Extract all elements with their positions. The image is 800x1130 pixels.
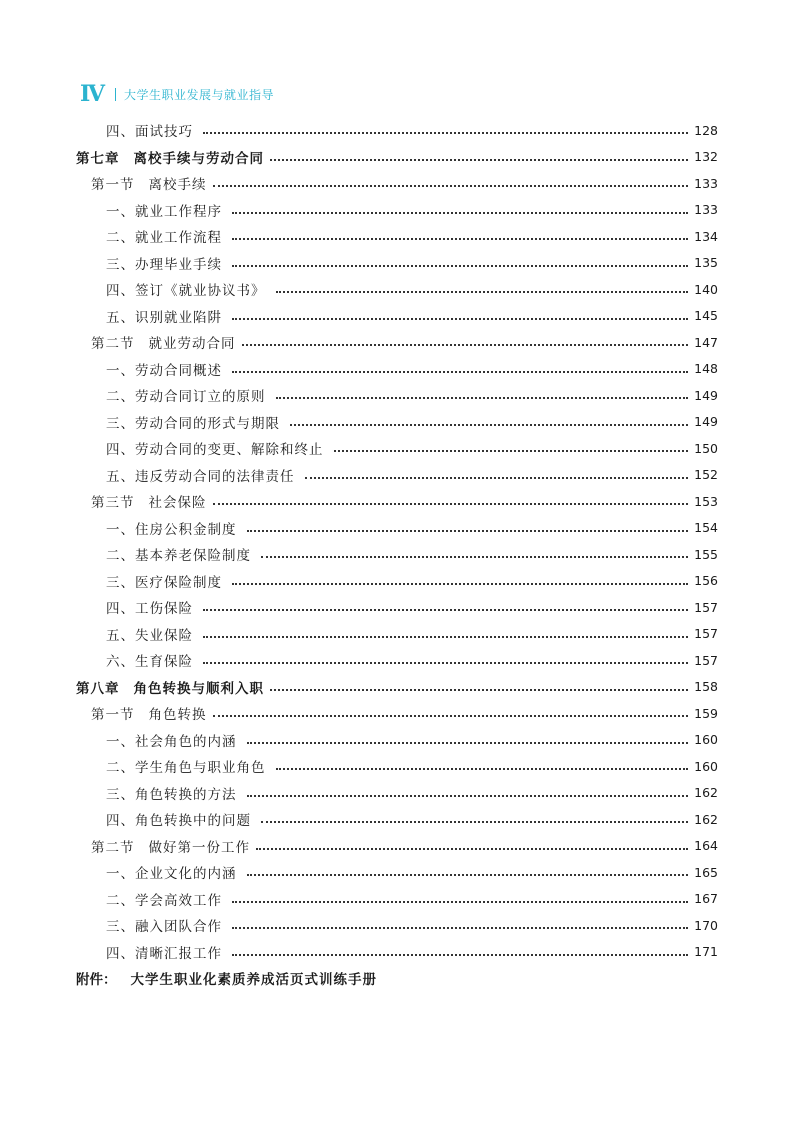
toc-entry-label: 二、就业工作流程 [106, 230, 222, 247]
toc-entry-number: 第八章 [76, 680, 120, 697]
toc-entry-title [91, 836, 250, 856]
toc-entry-label: 四、角色转换中的问题 [106, 813, 251, 830]
toc-entry-label: 一、企业文化的内涵 [106, 866, 237, 883]
toc-entry-label: 三、医疗保险制度 [106, 574, 222, 591]
running-header [80, 82, 274, 106]
toc-item [76, 515, 718, 542]
dot-leader [276, 384, 689, 400]
toc-entry-label: 四、面试技巧 [106, 124, 193, 141]
toc-item [76, 382, 718, 409]
toc-section [76, 700, 718, 727]
dot-leader [213, 702, 689, 718]
toc-entry-label: 三、融入团队合作 [106, 919, 222, 936]
toc-page-number: 150 [694, 440, 718, 456]
toc-entry-number: 第二节 [91, 839, 135, 856]
toc-entry-label: 三、角色转换的方法 [106, 786, 237, 803]
toc-entry-label: 四、工伤保险 [106, 601, 193, 618]
toc-entry-label: 二、劳动合同订立的原则 [106, 389, 266, 406]
toc-section [76, 329, 718, 356]
toc-page-number: 156 [694, 573, 718, 589]
toc-chapter [76, 144, 718, 171]
toc-entry-label: 离校手续 [148, 177, 207, 194]
toc-entry-title [106, 571, 222, 591]
toc-item [76, 541, 718, 568]
dot-leader [261, 543, 688, 559]
toc-entry-label: 一、社会角色的内涵 [106, 733, 237, 750]
toc-entry-title [91, 703, 207, 723]
toc-entry-title [106, 385, 266, 405]
toc-entry-title [106, 253, 222, 273]
toc-entry-title [76, 677, 264, 697]
toc-item [76, 780, 718, 807]
toc-entry-title [106, 597, 193, 617]
dot-leader [276, 755, 689, 771]
toc-entry-label: 五、识别就业陷阱 [106, 309, 222, 326]
toc-item [76, 197, 718, 224]
toc-entry-number: 第一节 [91, 707, 135, 724]
toc-item [76, 409, 718, 436]
toc-entry-title [76, 147, 264, 167]
toc-page-number: 140 [694, 281, 718, 297]
toc-entry-label: 五、违反劳动合同的法律责任 [106, 468, 295, 485]
toc-item [76, 753, 718, 780]
toc-section [76, 170, 718, 197]
toc-page-number: 145 [694, 308, 718, 324]
dot-leader [213, 172, 689, 188]
toc-page-number: 170 [694, 917, 718, 933]
toc-entry-title [106, 465, 295, 485]
toc-item [76, 223, 718, 250]
toc-page-number: 167 [694, 891, 718, 907]
toc-item [76, 939, 718, 966]
toc-entry-title [106, 809, 251, 829]
toc-entry-title [91, 491, 207, 511]
toc-page-number: 149 [694, 387, 718, 403]
dot-leader [232, 225, 688, 241]
dot-leader [232, 251, 688, 267]
toc-item [76, 594, 718, 621]
book-title: 大学生职业发展与就业指导 [123, 87, 274, 102]
toc-page-number: 162 [694, 785, 718, 801]
toc-entry-title [106, 226, 222, 246]
toc-entry-title [106, 783, 237, 803]
toc-item [76, 356, 718, 383]
toc-item [76, 250, 718, 277]
toc-entry-title [91, 173, 207, 193]
toc-chapter [76, 674, 718, 701]
toc-page-number: 157 [694, 599, 718, 615]
toc-entry-label: 四、劳动合同的变更、解除和终止 [106, 442, 324, 459]
toc-entry-label: 二、基本养老保险制度 [106, 548, 251, 565]
toc-page-number: 152 [694, 467, 718, 483]
toc-page-number: 149 [694, 414, 718, 430]
toc-page-number: 164 [694, 838, 718, 854]
toc-entry-label: 二、学会高效工作 [106, 892, 222, 909]
toc-page-number: 162 [694, 811, 718, 827]
dot-leader [203, 622, 688, 638]
page-roman-numeral: Ⅳ [80, 81, 105, 107]
toc-entry-label: 二、学生角色与职业角色 [106, 760, 266, 777]
dot-leader [270, 145, 688, 161]
dot-leader [232, 569, 688, 585]
toc-entry-label: 六、生育保险 [106, 654, 193, 671]
toc-entry-title [106, 359, 222, 379]
table-of-contents [76, 117, 718, 992]
toc-entry-label: 三、办理毕业手续 [106, 256, 222, 273]
toc-entry-number: 第一节 [91, 177, 135, 194]
toc-page-number: 160 [694, 732, 718, 748]
toc-entry-label: 做好第一份工作 [148, 839, 250, 856]
dot-leader [247, 781, 689, 797]
toc-page-number: 171 [694, 944, 718, 960]
toc-item [76, 647, 718, 674]
toc-entry-label: 离校手续与劳动合同 [133, 150, 264, 167]
toc-entry-title [106, 279, 266, 299]
dot-leader [232, 887, 688, 903]
toc-entry-title [106, 730, 237, 750]
toc-entry-label: 一、劳动合同概述 [106, 362, 222, 379]
toc-page-number: 134 [694, 228, 718, 244]
toc-page-number: 159 [694, 705, 718, 721]
toc-entry-title [106, 200, 222, 220]
toc-entry-title [106, 306, 222, 326]
toc-entry-label: 社会保险 [148, 495, 207, 512]
toc-entry-title [106, 120, 193, 140]
toc-entry-label: 一、就业工作程序 [106, 203, 222, 220]
attachment-prefix: 附件： [76, 972, 117, 989]
dot-leader [203, 649, 688, 665]
toc-entry-number: 第七章 [76, 150, 120, 167]
toc-item [76, 727, 718, 754]
toc-entry-number: 第二节 [91, 336, 135, 353]
toc-page-number: 153 [694, 493, 718, 509]
toc-item [76, 912, 718, 939]
toc-item [76, 806, 718, 833]
toc-entry-label: 角色转换 [148, 707, 207, 724]
toc-item [76, 859, 718, 886]
toc-entry-title [106, 518, 237, 538]
dot-leader [334, 437, 689, 453]
dot-leader [232, 940, 688, 956]
toc-entry-title [106, 438, 324, 458]
dot-leader [232, 304, 688, 320]
dot-leader [232, 914, 688, 930]
dot-leader [290, 410, 688, 426]
toc-entry-label: 四、清晰汇报工作 [106, 945, 222, 962]
toc-entry-label: 三、劳动合同的形式与期限 [106, 415, 280, 432]
toc-item [76, 462, 718, 489]
toc-entry-title [106, 915, 222, 935]
dot-leader [305, 463, 689, 479]
toc-item [76, 276, 718, 303]
toc-entry-label: 角色转换与顺利入职 [133, 680, 264, 697]
toc-entry-title [106, 412, 280, 432]
toc-item [76, 117, 718, 144]
dot-leader [256, 834, 688, 850]
toc-entry-number: 第三节 [91, 495, 135, 512]
toc-item [76, 303, 718, 330]
toc-item [76, 568, 718, 595]
dot-leader [232, 357, 688, 373]
toc-page-number: 133 [694, 202, 718, 218]
toc-entry-label: 就业劳动合同 [148, 336, 236, 353]
dot-leader [203, 596, 688, 612]
toc-entry-title [106, 624, 193, 644]
toc-item [76, 621, 718, 648]
toc-page-number: 132 [694, 149, 718, 165]
toc-page-number: 148 [694, 361, 718, 377]
dot-leader [261, 808, 688, 824]
header-divider [115, 88, 116, 101]
toc-entry-title [106, 650, 193, 670]
toc-page-number: 165 [694, 864, 718, 880]
toc-entry-label: 四、签订《就业协议书》 [106, 283, 266, 300]
attachment-title: 大学生职业化素质养成活页式训练手册 [130, 972, 377, 989]
toc-section [76, 488, 718, 515]
toc-page-number: 160 [694, 758, 718, 774]
toc-entry-label: 五、失业保险 [106, 627, 193, 644]
toc-page-number: 147 [694, 334, 718, 350]
toc-attachment [76, 965, 718, 992]
dot-leader [232, 198, 688, 214]
toc-item [76, 435, 718, 462]
dot-leader [270, 675, 688, 691]
dot-leader [276, 278, 689, 294]
toc-section [76, 833, 718, 860]
toc-page-number: 128 [694, 122, 718, 138]
toc-entry-title [91, 332, 236, 352]
dot-leader [247, 516, 689, 532]
dot-leader [203, 119, 688, 135]
toc-entry-title [106, 756, 266, 776]
dot-leader [247, 728, 689, 744]
dot-leader [213, 490, 689, 506]
toc-item [76, 886, 718, 913]
toc-page-number: 157 [694, 652, 718, 668]
toc-entry-title [106, 544, 251, 564]
toc-page-number: 155 [694, 546, 718, 562]
toc-entry-label: 一、住房公积金制度 [106, 521, 237, 538]
toc-page-number: 158 [694, 679, 718, 695]
toc-entry-title [106, 942, 222, 962]
toc-page-number: 135 [694, 255, 718, 271]
toc-entry-title [106, 862, 237, 882]
toc-page-number: 154 [694, 520, 718, 536]
toc-page-number: 133 [694, 175, 718, 191]
dot-leader [247, 861, 689, 877]
toc-page-number: 157 [694, 626, 718, 642]
toc-entry-title [106, 889, 222, 909]
dot-leader [242, 331, 689, 347]
